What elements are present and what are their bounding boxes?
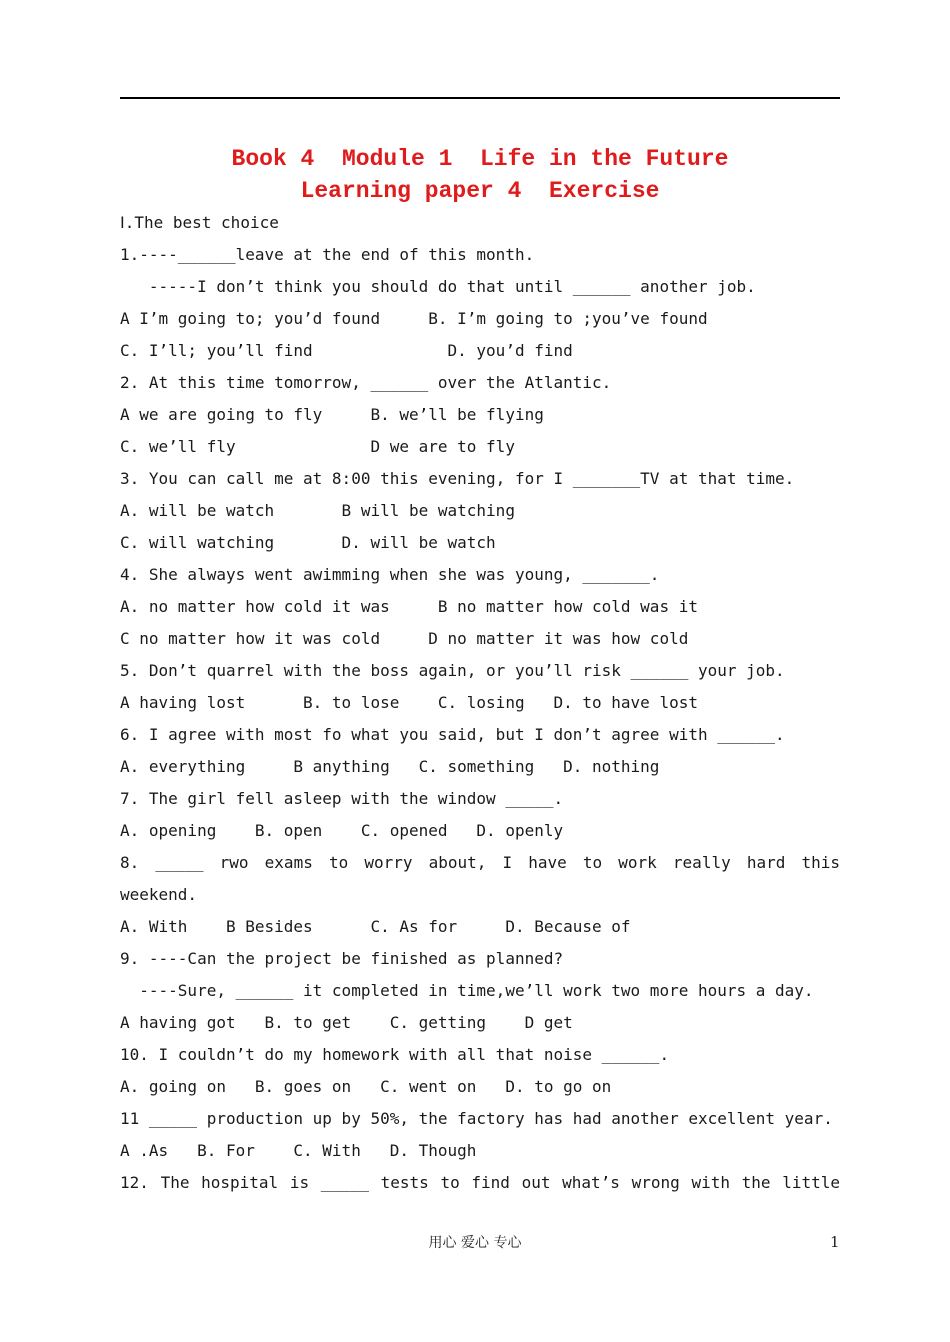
option-line: A. no matter how cold it was B no matter how cold was it	[120, 597, 698, 616]
option-line: A .As B. For C. With D. Though	[120, 1141, 477, 1160]
page-number: 1	[830, 1233, 840, 1251]
question-line: 4. She always went awimming when she was young, _______.	[120, 565, 660, 584]
document-title-line-1: Book 4 Module 1 Life in the Future	[231, 146, 729, 172]
option-line: A. With B Besides C. As for D. Because of	[120, 917, 631, 936]
question-line: 10. I couldn’t do my homework with all that noise ______.	[120, 1045, 670, 1064]
option-line: A having lost B. to lose C. losing D. to have lost	[120, 693, 698, 712]
question-line-continued: weekend.	[120, 885, 198, 904]
question-line: 11 _____ production up by 50%, the factory has had another excellent year.	[120, 1109, 833, 1128]
option-line: C no matter how it was cold D no matter it was how cold	[120, 629, 689, 648]
option-line: A I’m going to; you’d found B. I’m going to ;you’ve found	[120, 309, 708, 328]
document-title-line-2: Learning paper 4 Exercise	[300, 178, 660, 204]
section-heading: Ⅰ.The best choice	[120, 213, 279, 232]
question-line: 9. ----Can the project be finished as planned?	[120, 949, 564, 968]
option-line: A we are going to fly B. we’ll be flying	[120, 405, 544, 424]
question-line: 3. You can call me at 8:00 this evening, for I _______TV at that time.	[120, 469, 795, 488]
option-line: A. opening B. open C. opened D. openly	[120, 821, 564, 840]
question-line: 5. Don’t quarrel with the boss again, or you’ll risk ______ your job.	[120, 661, 785, 680]
option-line: C. I’ll; you’ll find D. you’d find	[120, 341, 573, 360]
question-line: 7. The girl fell asleep with the window _____.	[120, 789, 564, 808]
option-line: C. will watching D. will be watch	[120, 533, 496, 552]
question-line: 12. The hospital is _____ tests to find out what’s wrong with the little	[120, 1173, 840, 1192]
header-rule	[120, 97, 840, 99]
question-line: -----I don’t think you should do that until ______ another job.	[120, 277, 756, 296]
page-footer: 用心 爱心 专心	[428, 1235, 522, 1251]
question-line: 2. At this time tomorrow, ______ over the Atlantic.	[120, 373, 612, 392]
question-line: ----Sure, ______ it completed in time,we’ll work two more hours a day.	[120, 981, 814, 1000]
question-line: 8. _____ rwo exams to worry about, I have to work really hard this	[120, 853, 840, 872]
option-line: A. will be watch B will be watching	[120, 501, 515, 520]
option-line: A. everything B anything C. something D. nothing	[120, 757, 660, 776]
option-line: A. going on B. goes on C. went on D. to go on	[120, 1077, 612, 1096]
option-line: A having got B. to get C. getting D get	[120, 1013, 573, 1032]
question-line: 1.----______leave at the end of this month.	[120, 245, 535, 264]
option-line: C. we’ll fly D we are to fly	[120, 437, 515, 456]
question-line: 6. I agree with most fo what you said, but I don’t agree with ______.	[120, 725, 785, 744]
